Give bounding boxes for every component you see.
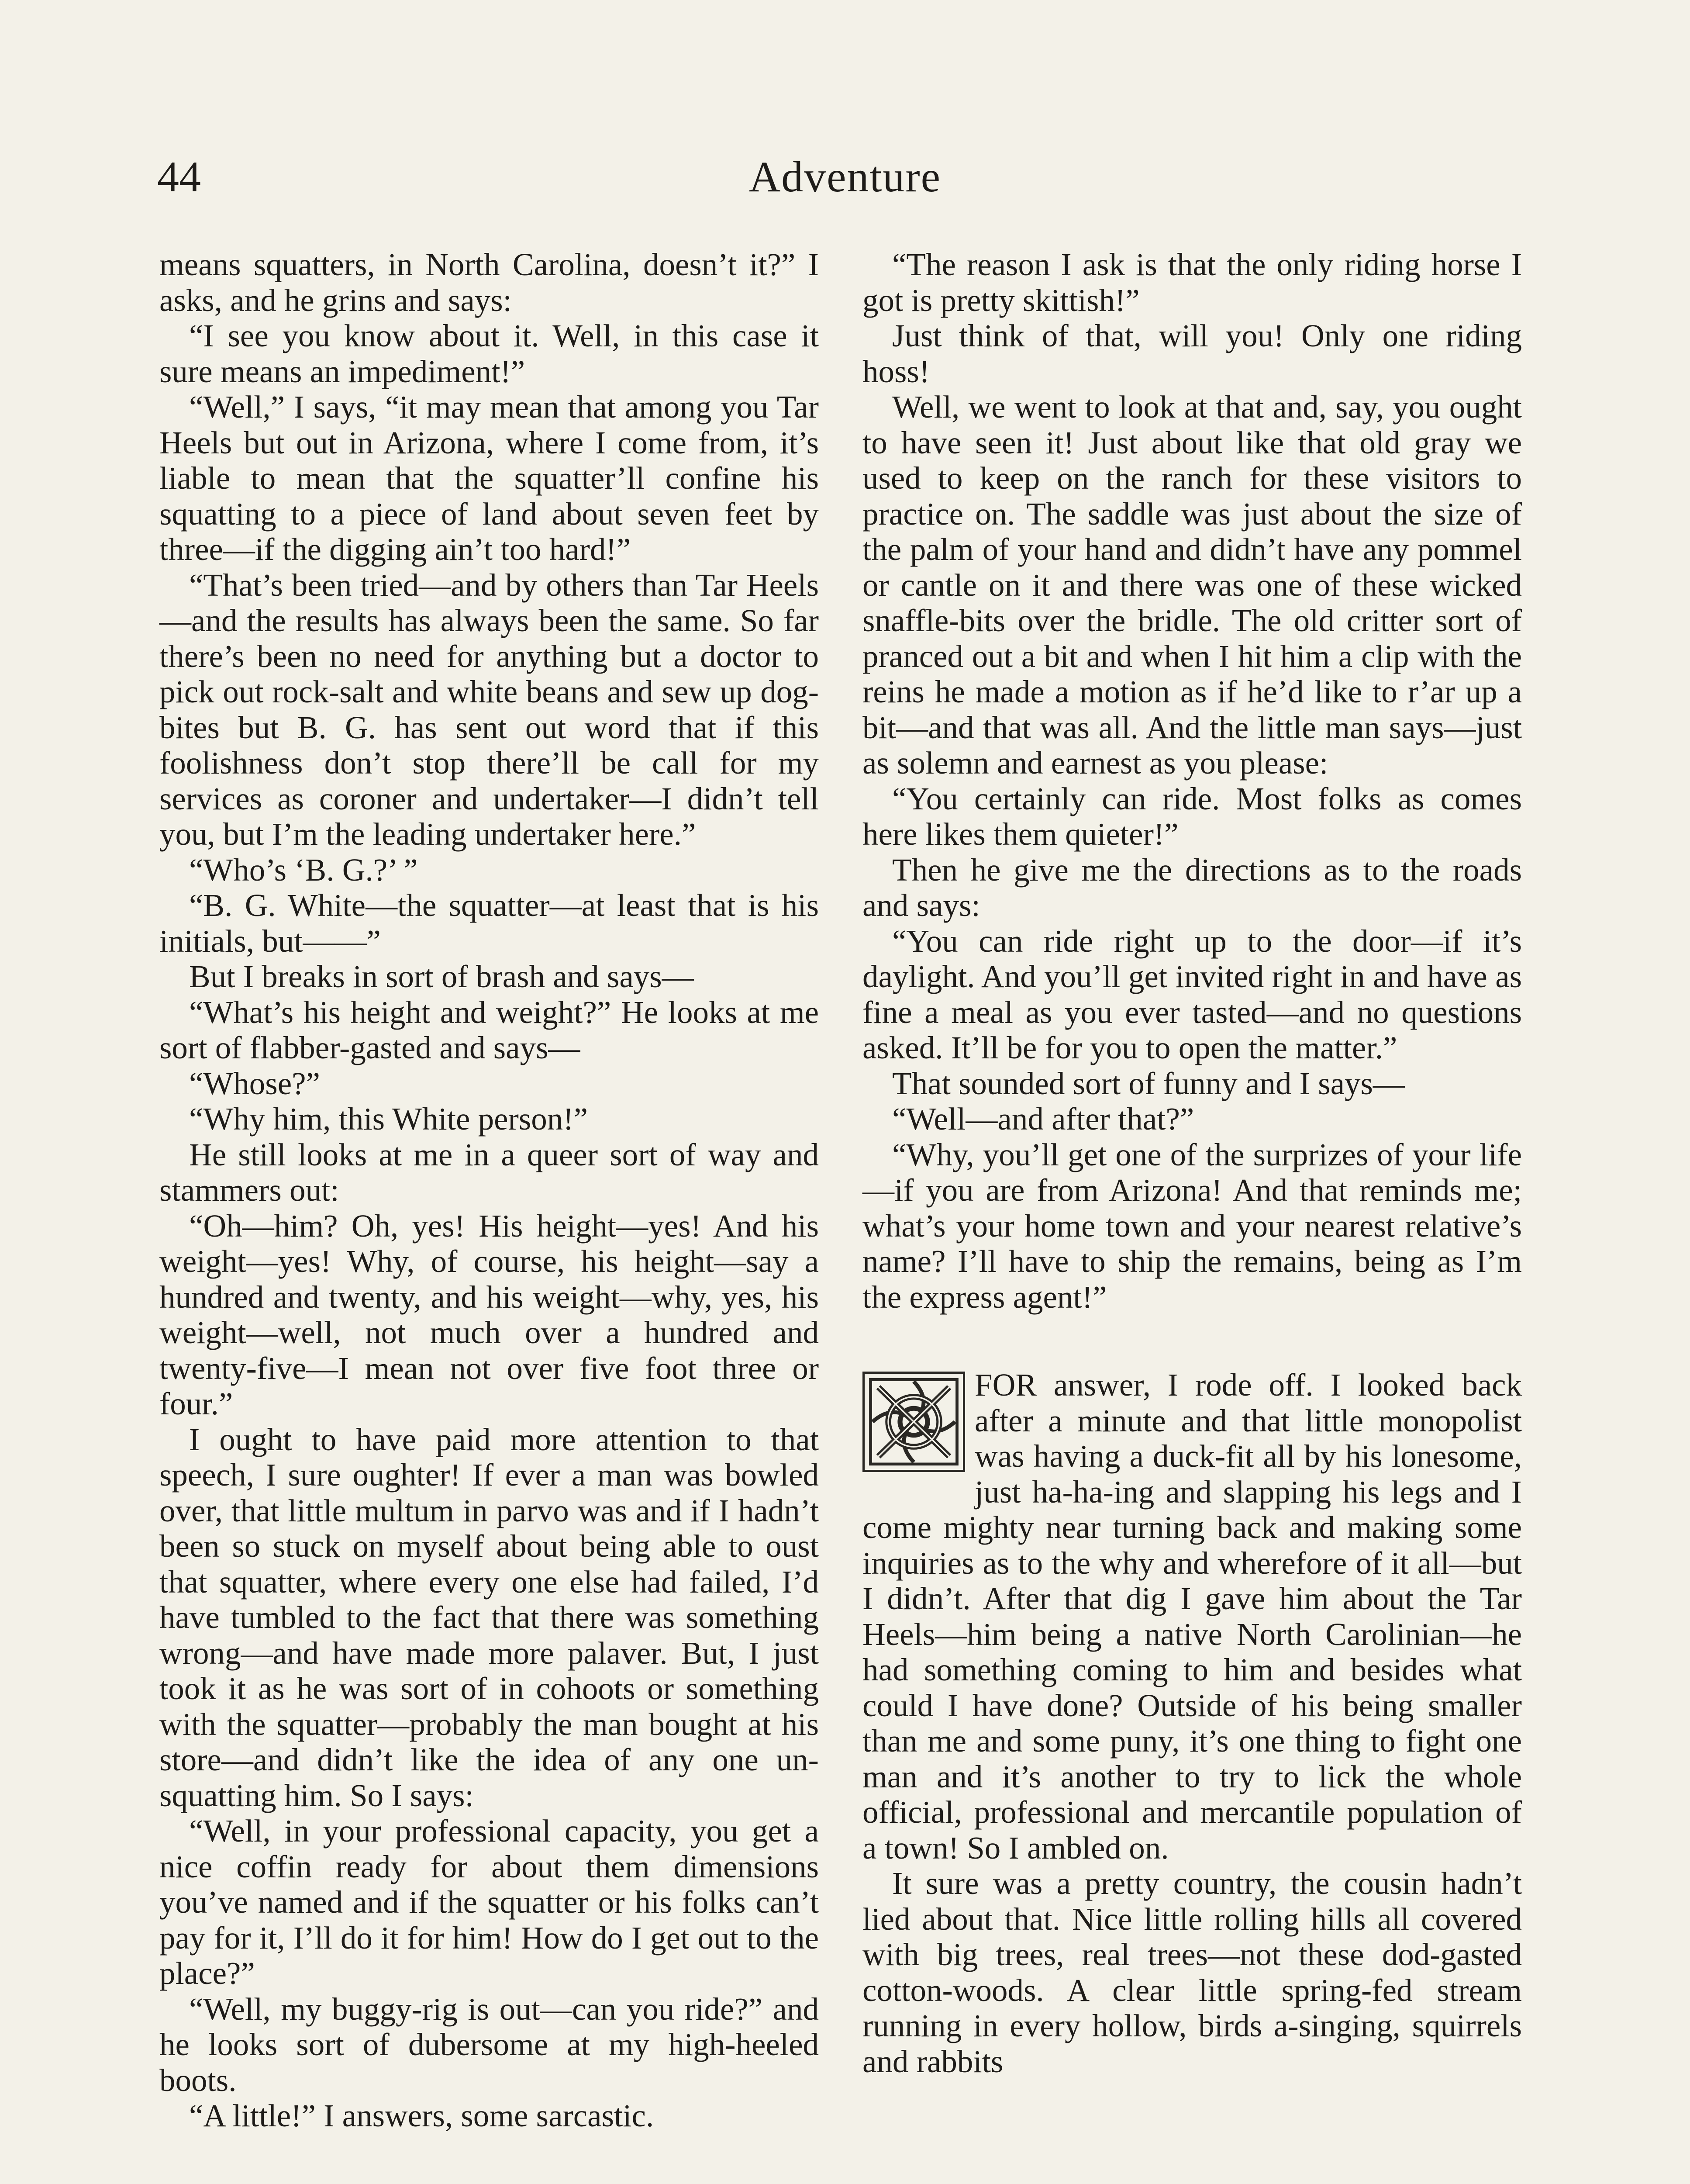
paragraph: “Well, in your professional capacity, you get a nice coffin ready for about them dimensions you’ve named and if the squatter or his folks can’t pay for it, I’ll do it for him! How do I get out to the place?” xyxy=(159,1813,819,1991)
paragraph: “Why, you’ll get one of the surprizes of your life—if you are from Arizona! And that reminds me; what’s your home town and your nearest relative’s name? I’ll have to ship the remains, being as I’m the express agent!” xyxy=(862,1137,1522,1315)
paragraph: FOR answer, I rode off. I looked back after a minute and that little monopolist was having a duck-fit all by his lonesome, just ha-ha-ing and slapping his legs and I come mighty near turning back and making some inquiries as to the why and wherefore of it all—but I didn’t. After that dig I gave him about the Tar Heels—him being a native North Carolinian—he had something coming to him and besides what could I have done? Outside of his being smaller than me and some puny, it’s one thing to fight one man and it’s another to try to lick the whole official, professional and mercantile population of a town! So I ambled on. xyxy=(862,1367,1522,1866)
paragraph: But I breaks in sort of brash and says— xyxy=(189,959,694,994)
running-title: Adventure xyxy=(748,152,942,201)
paragraph: “Well,” I says, “it may mean that among you Tar Heels but out in Arizona, where I come from, it’s liable to mean that the squatter’ll confine his squatting to a piece of land about seven feet by three—if the digging ain’t too hard!” xyxy=(159,389,819,567)
paragraph: Well, we went to look at that and, say, you ought to have seen it! Just about like that old gray we used to keep on the ranch for these visitors to practice on. The saddle was just about the size of the palm of your hand and didn’t have any pommel or cantle on it and there was one of these wicked snaffle-bits over the bridle. The old critter sort of pranced out a bit and when I hit him a clip with the reins he made a motion as if he’d like to r’ar up a bit—and that was all. And the little man says—just as solemn and earnest as you please: xyxy=(862,389,1522,781)
paragraph: “B. G. White—the squatter—at least that is his initials, but——” xyxy=(159,888,819,959)
paragraph: That sounded sort of funny and I says— xyxy=(892,1065,1405,1101)
paragraph: “What’s his height and weight?” He looks at me sort of flabber-gasted and says— xyxy=(159,994,819,1065)
right-column-top xyxy=(862,247,1522,1315)
paragraph: Just think of that, will you! Only one riding hoss! xyxy=(862,318,1522,389)
right-column xyxy=(862,247,1522,2079)
paragraph: “Whose?” xyxy=(189,1065,320,1101)
paragraph: “Oh—him? Oh, yes! His height—yes! And his weight—yes! Why, of course, his height—say a hundred and twenty, and his weight—why, yes, his weight—well, not much over a hundred and twenty-five—I mean not over five foot three or four.” xyxy=(159,1208,819,1421)
paragraph: I ought to have paid more attention to that speech, I sure oughter! If ever a man was bowled over, that little multum in parvo was and if I hadn’t been so stuck on myself about being able to oust that squatter, where every one else had failed, I’d have tumbled to the fact that there was something wrong—and have made more palaver. But, I just took it as he was sort of in cohoots or something with the squatter—probably the man bought at his store—and didn’t like the idea of any one un-squatting him. So I says: xyxy=(159,1421,819,1813)
paragraph: It sure was a pretty country, the cousin hadn’t lied about that. Nice little rolling hills all covered with big trees, real trees—not these dod-gasted cotton-woods. A clear little spring-fed stream running in every hollow, birds a-singing, squirrels and rabbits xyxy=(862,1866,1522,2079)
paragraph: “The reason I ask is that the only riding horse I got is pretty skittish!” xyxy=(862,247,1522,318)
paragraph: “Well, my buggy-rig is out—can you ride?” and he looks sort of dubersome at my high-heeled boots. xyxy=(159,1991,819,2098)
celtic-knot-ornament-icon xyxy=(862,1372,965,1472)
paragraph: “Well—and after that?” xyxy=(892,1101,1194,1137)
paragraph: “A little!” I answers, some sarcastic. xyxy=(189,2098,654,2133)
paragraph: “That’s been tried—and by others than Tar Heels—and the results has always been the same. So far there’s been no need for anything but a doctor to pick out rock-salt and white beans and sew up dog-bites but B. G. has sent out word that if this foolishness don’t stop there’ll be call for my services as coroner and undertaker—I didn’t tell you, but I’m the leading undertaker here.” xyxy=(159,567,819,852)
page-number: 44 xyxy=(157,152,201,201)
paragraph: “You certainly can ride. Most folks as comes here likes them quieter!” xyxy=(862,781,1522,852)
paragraph: “You can ride right up to the door—if it’s daylight. And you’ll get invited right in and have as fine a meal as you ever tasted—and no questions asked. It’ll be for you to open the matter.” xyxy=(862,923,1522,1065)
paragraph: He still looks at me in a queer sort of way and stammers out: xyxy=(159,1137,819,1208)
paragraph: “I see you know about it. Well, in this case it sure means an impediment!” xyxy=(159,318,819,389)
left-column xyxy=(159,247,819,2134)
right-column-bottom xyxy=(862,1367,1522,2079)
section-break xyxy=(862,1315,1522,1367)
paragraph: “Who’s ‘B. G.?’ ” xyxy=(189,852,418,888)
paragraph: Then he give me the directions as to the roads and says: xyxy=(862,852,1522,923)
paragraph: “Why him, this White person!” xyxy=(189,1101,588,1137)
paragraph: means squatters, in North Carolina, doesn’t it?” I asks, and he grins and says: xyxy=(159,247,819,318)
